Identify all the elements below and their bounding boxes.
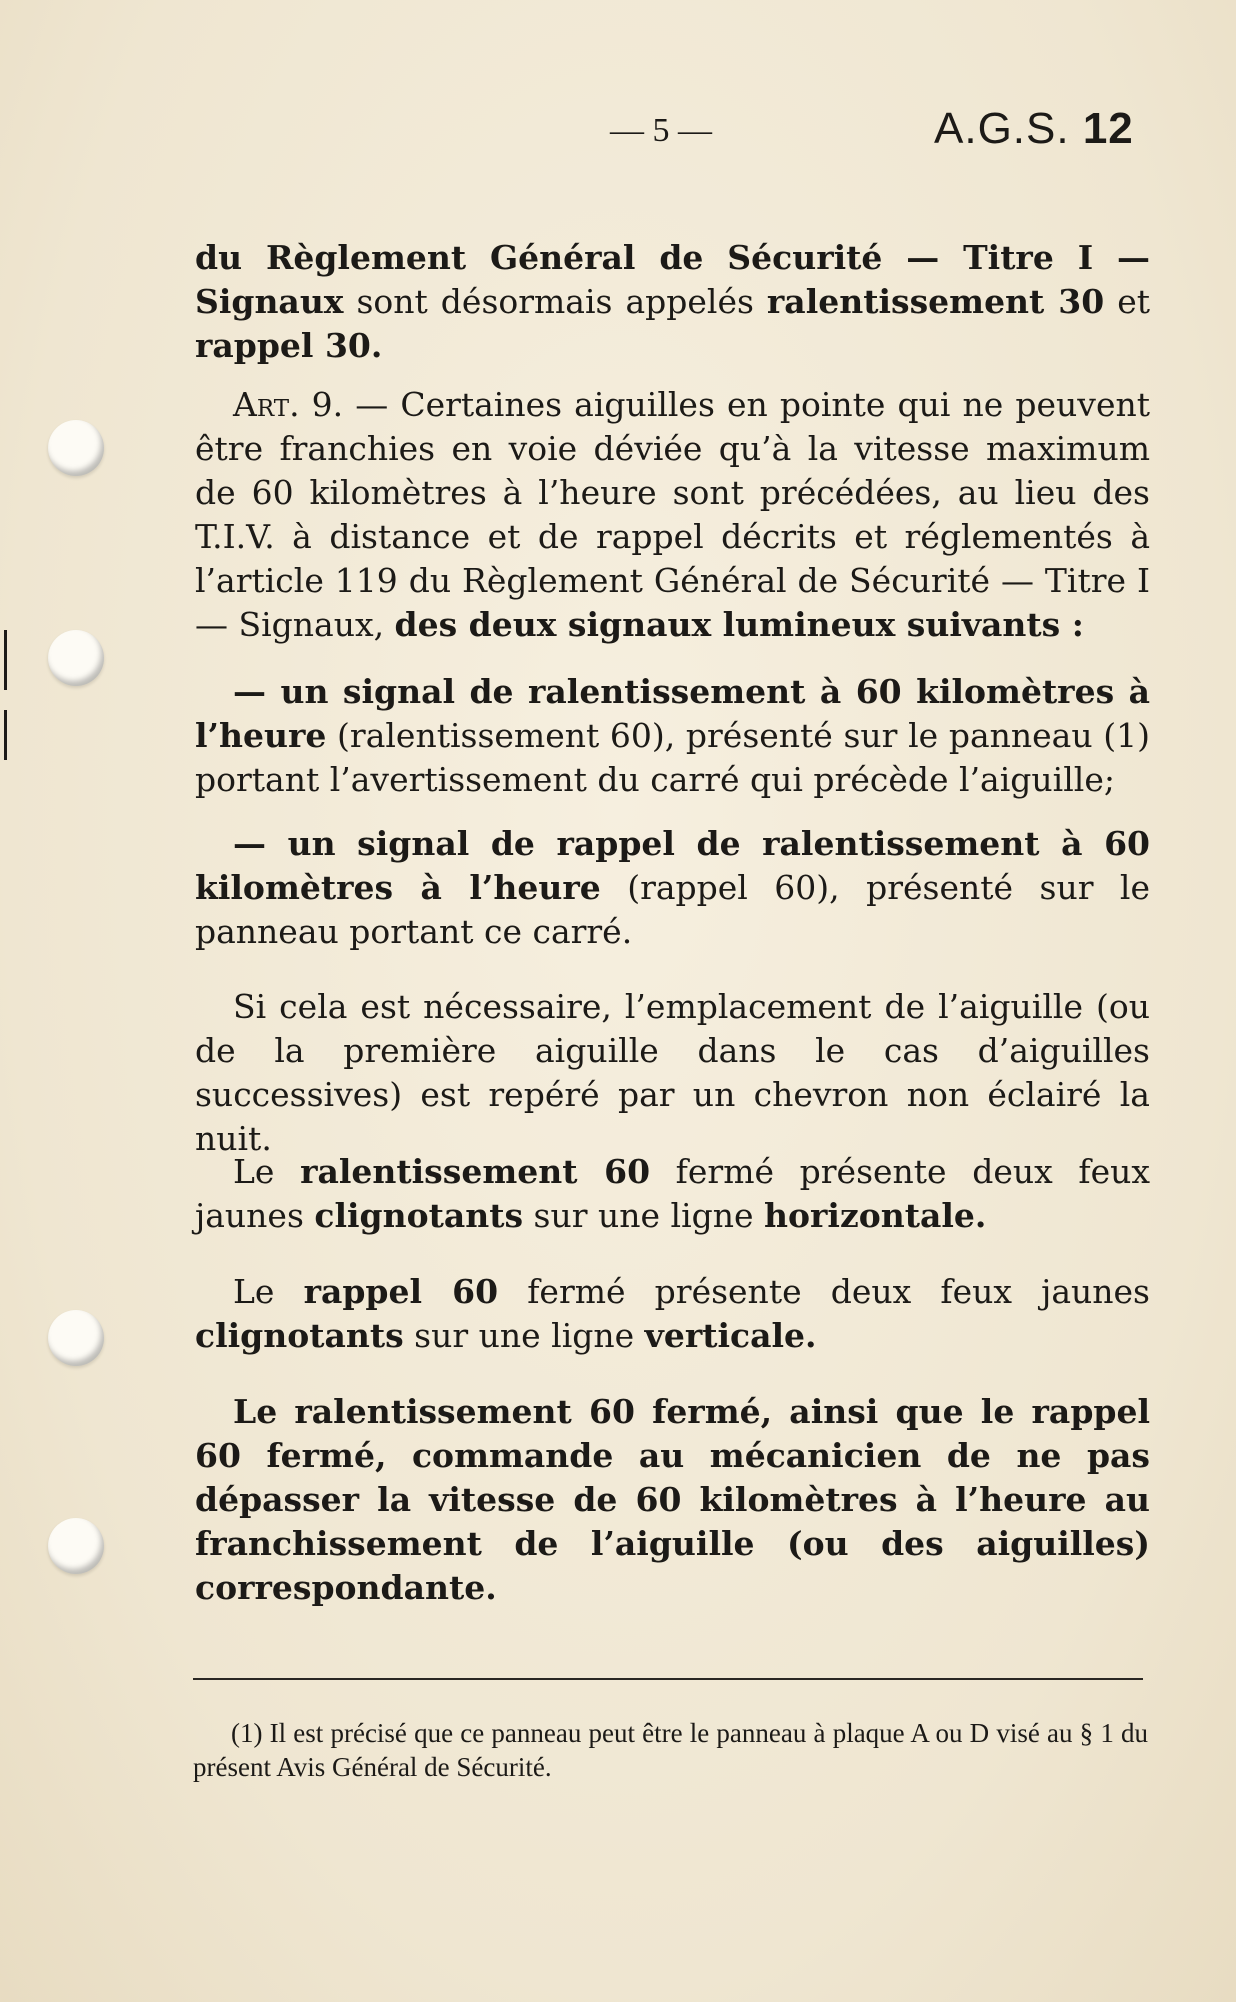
- paragraph-text: Si cela est nécessaire, l’emplacement de l’aiguille (ou de la première aiguille dans le cas d’aiguilles successives) est repéré par un chevron non éclairé la nuit.: [195, 987, 1150, 1158]
- punch-hole: [48, 1518, 104, 1574]
- paragraph-text: fermé présente deux feux jaunes: [195, 1152, 1150, 1235]
- paragraph-text: sur une ligne: [523, 1196, 765, 1235]
- paragraph-text: sur une ligne: [403, 1316, 645, 1355]
- paragraph-text: — Certaines aiguilles en pointe qui ne peuvent être franchies en voie déviée qu’à la vitesse maximum de 60 kilomètres à l’heure sont précédées, au lieu des T.I.V. à distance et de rappel décrits et réglementés à l’article 119 du Règlement Général de Sécurité — Titre I — Signaux,: [195, 385, 1150, 644]
- list-item-rappel: [195, 822, 1150, 954]
- paragraph-text: fermé présente deux feux jaunes: [498, 1272, 1150, 1311]
- paragraph-emphasis: rappel 30.: [195, 326, 383, 365]
- paragraph-speed-limit-rule: [195, 1390, 1150, 1610]
- paragraph-emphasis: horizontale.: [764, 1196, 987, 1235]
- punch-hole: [48, 420, 104, 476]
- paragraph-rappel-ferme: [195, 1270, 1150, 1358]
- page-number: — 5 —: [610, 112, 712, 149]
- list-item-text: (rappel 60), présenté sur le panneau portant ce carré.: [195, 868, 1151, 951]
- paragraph-chevron: [195, 985, 1150, 1161]
- paragraph-text: sont désormais appelés: [356, 282, 767, 321]
- list-item-text: (ralentissement 60), présenté sur le panneau (1) portant l’avertissement du carré qui précède l’aiguille;: [195, 716, 1150, 799]
- paragraph-text: du Règlement Général de Sécurité — Titre I — Signaux: [195, 238, 1150, 321]
- paragraph-emphasis: des deux signaux lumineux suivants :: [394, 605, 1084, 644]
- list-item-emphasis: — un signal de rappel de ralentissement à 60 kilomètres à l’heure: [195, 824, 1150, 907]
- paragraph-signals-continued: [195, 236, 1150, 368]
- reference-number: 12: [1082, 104, 1134, 153]
- paragraph-emphasis: rappel 60: [303, 1272, 499, 1311]
- article-label: Art. 9.: [233, 385, 344, 424]
- footnote-divider: [193, 1678, 1143, 1680]
- document-reference: [934, 104, 1134, 154]
- paragraph-text: Le: [233, 1152, 301, 1191]
- paragraph-emphasis: clignotants: [195, 1316, 404, 1355]
- paragraph-ralentissement-ferme: [195, 1150, 1150, 1238]
- punch-hole: [48, 1310, 104, 1366]
- margin-mark: [4, 710, 7, 760]
- paragraph-text: Le: [233, 1272, 304, 1311]
- list-item-emphasis: — un signal de ralentissement à 60 kilomètres à l’heure: [195, 672, 1150, 755]
- paragraph-emphasis: Le ralentissement 60 fermé, ainsi que le rappel 60 fermé, commande au mécanicien de ne pas dépasser la vitesse de 60 kilomètres à l’heure au franchissement de l’aiguille (ou des aiguilles) correspondante.: [195, 1392, 1150, 1607]
- reference-prefix: A.G.S.: [934, 104, 1070, 153]
- punch-hole: [48, 630, 104, 686]
- paragraph-emphasis: ralentissement 60: [300, 1152, 651, 1191]
- margin-mark: [4, 630, 7, 690]
- list-item-ralentissement: [195, 670, 1150, 802]
- paragraph-emphasis: clignotants: [314, 1196, 524, 1235]
- paragraph-text: et: [1104, 282, 1150, 321]
- footnote: (1) Il est précisé que ce panneau peut être le panneau à plaque A ou D visé au § 1 du présent Avis Général de Sécurité.: [193, 1718, 1148, 1782]
- paragraph-emphasis: verticale.: [644, 1316, 817, 1355]
- article-9-paragraph: [195, 383, 1150, 647]
- paragraph-emphasis: ralentissement 30: [766, 282, 1105, 321]
